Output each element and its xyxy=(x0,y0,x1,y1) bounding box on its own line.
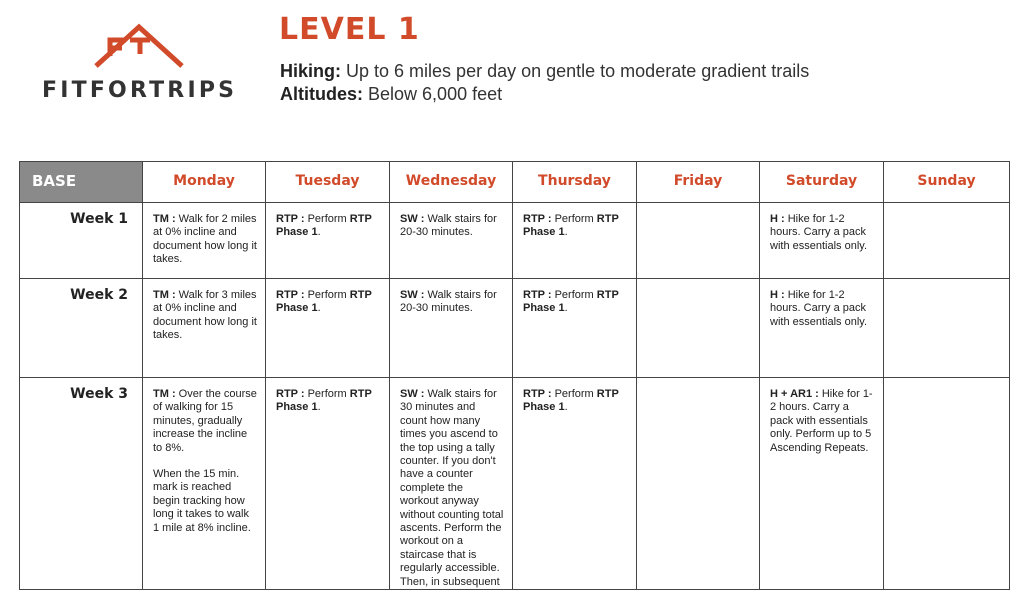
week-label: Week 3 xyxy=(20,378,143,590)
cell-sunday xyxy=(884,203,1010,279)
table-row xyxy=(20,203,1010,279)
cell-saturday: H : Hike for 1-2 hours. Carry a pack with essentials only. xyxy=(760,203,884,279)
day-header-wednesday: Wednesday xyxy=(390,162,513,203)
cell-wednesday: SW : Walk stairs for 20-30 minutes. xyxy=(390,203,513,279)
cell-monday: TM : Over the course of walking for 15 minutes, gradually increase the incline to 8%. When the 15 min. mark is reached begin tracking how long it takes to walk 1 mile at 8% incline. xyxy=(143,378,266,590)
cell-wednesday: SW : Walk stairs for 30 minutes and count how many times you ascend to the top using a tally counter. If you don't have a counter complete the workout anyway without counting total ascents. Perform the workout on a staircase that is regularly accessible. Then, in subsequent xyxy=(390,378,513,590)
mountain-logo-icon xyxy=(92,22,188,72)
cell-friday xyxy=(637,279,760,378)
day-header-saturday: Saturday xyxy=(760,162,884,203)
cell-sunday xyxy=(884,279,1010,378)
table-row xyxy=(20,378,1010,590)
cell-friday xyxy=(637,203,760,279)
cell-thursday: RTP : Perform RTP Phase 1. xyxy=(513,378,637,590)
level-title: LEVEL 1 xyxy=(279,12,420,47)
base-header: BASE xyxy=(20,162,143,203)
cell-tuesday: RTP : Perform RTP Phase 1. xyxy=(266,279,390,378)
cell-friday xyxy=(637,378,760,590)
week-label: Week 2 xyxy=(20,279,143,378)
day-header-sunday: Sunday xyxy=(884,162,1010,203)
table-row xyxy=(20,279,1010,378)
hiking-info xyxy=(280,61,809,82)
hiking-value: Up to 6 miles per day on gentle to moderate gradient trails xyxy=(346,61,810,81)
fitfortrips-logo xyxy=(40,22,240,104)
header-row xyxy=(20,162,1010,203)
cell-thursday: RTP : Perform RTP Phase 1. xyxy=(513,203,637,279)
cell-wednesday: SW : Walk stairs for 20-30 minutes. xyxy=(390,279,513,378)
hiking-label: Hiking: xyxy=(280,61,341,81)
day-header-tuesday: Tuesday xyxy=(266,162,390,203)
cell-saturday: H : Hike for 1-2 hours. Carry a pack with essentials only. xyxy=(760,279,884,378)
cell-saturday: H + AR1 : Hike for 1-2 hours. Carry a pack with essentials only. Perform up to 5 Ascending Repeats. xyxy=(760,378,884,590)
logo-wordmark: FITFORTRIPS xyxy=(42,78,238,103)
cell-thursday: RTP : Perform RTP Phase 1. xyxy=(513,279,637,378)
week-label: Week 1 xyxy=(20,203,143,279)
training-schedule-table xyxy=(19,161,1010,590)
altitudes-value: Below 6,000 feet xyxy=(368,84,503,104)
altitudes-info xyxy=(280,84,502,105)
day-header-thursday: Thursday xyxy=(513,162,637,203)
cell-monday: TM : Walk for 3 miles at 0% incline and document how long it takes. xyxy=(143,279,266,378)
cell-tuesday: RTP : Perform RTP Phase 1. xyxy=(266,203,390,279)
day-header-friday: Friday xyxy=(637,162,760,203)
cell-monday: TM : Walk for 2 miles at 0% incline and document how long it takes. xyxy=(143,203,266,279)
cell-sunday xyxy=(884,378,1010,590)
cell-tuesday: RTP : Perform RTP Phase 1. xyxy=(266,378,390,590)
day-header-monday: Monday xyxy=(143,162,266,203)
altitudes-label: Altitudes: xyxy=(280,84,363,104)
